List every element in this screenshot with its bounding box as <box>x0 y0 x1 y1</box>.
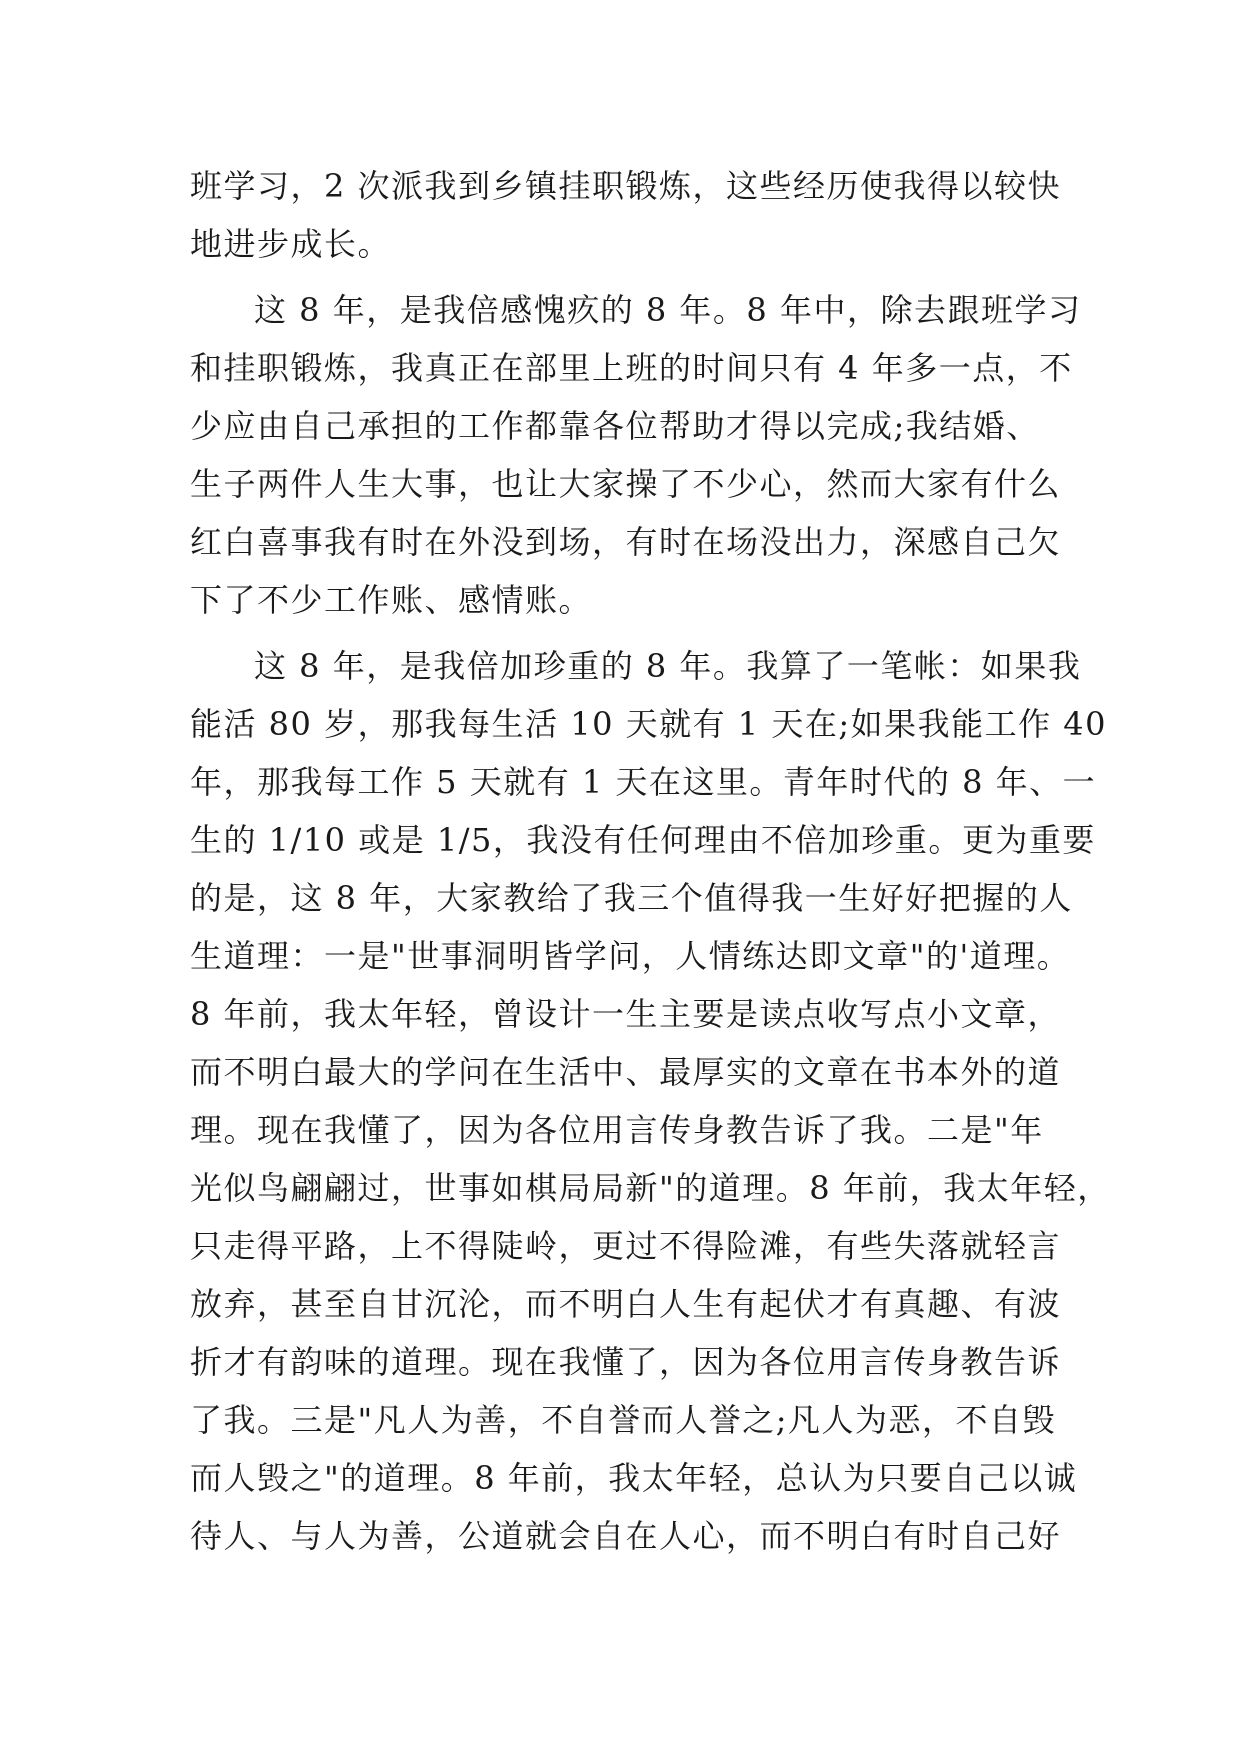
text-line: 只走得平路，上不得陡岭，更过不得险滩，有些失落就轻言 <box>190 1227 1062 1265</box>
text-line: 待人、与人为善，公道就会自在人心，而不明白有时自己好 <box>190 1517 1062 1555</box>
text-line: 下了不少工作账、感情账。 <box>190 581 593 619</box>
text-line: 而不明白最大的学问在生活中、最厚实的文章在书本外的道 <box>190 1053 1062 1091</box>
document-body <box>190 157 1111 1565</box>
text-line: 折才有韵味的道理。现在我懂了，因为各位用言传身教告诉 <box>190 1343 1062 1381</box>
text-line: 红白喜事我有时在外没到场，有时在场没出力，深感自己欠 <box>190 523 1062 561</box>
paragraph-start-line: 这 8 年，是我倍感愧疚的 8 年。8 年中，除去跟班学习 <box>254 291 1082 329</box>
text-line: 理。现在我懂了，因为各位用言传身教告诉了我。二是"年 <box>190 1111 1044 1149</box>
text-line: 8 年前，我太年轻，曾设计一生主要是读点收写点小文章， <box>190 995 1062 1033</box>
text-line: 地进步成长。 <box>190 225 392 263</box>
text-line: 少应由自己承担的工作都靠各位帮助才得以完成;我结婚、 <box>190 407 1040 445</box>
text-line: 生的 1/10 或是 1/5，我没有任何理由不倍加珍重。更为重要 <box>190 821 1096 859</box>
text-line: 光似鸟翩翩过，世事如棋局局新"的道理。8 年前，我太年轻， <box>190 1169 1111 1207</box>
text-line: 和挂职锻炼，我真正在部里上班的时间只有 4 年多一点，不 <box>190 349 1073 387</box>
text-line: 生子两件人生大事，也让大家操了不少心，然而大家有什么 <box>190 465 1062 503</box>
text-line: 而人毁之"的道理。8 年前，我太年轻，总认为只要自己以诚 <box>190 1459 1078 1497</box>
text-line: 能活 80 岁，那我每生活 10 天就有 1 天在;如果我能工作 40 <box>190 705 1108 743</box>
text-line: 年，那我每工作 5 天就有 1 天在这里。青年时代的 8 年、一 <box>190 763 1097 801</box>
text-line: 班学习，2 次派我到乡镇挂职锻炼，这些经历使我得以较快 <box>190 167 1062 205</box>
paragraph-start-line: 这 8 年，是我倍加珍重的 8 年。我算了一笔帐：如果我 <box>254 647 1082 685</box>
text-line: 的是，这 8 年，大家教给了我三个值得我一生好好把握的人 <box>190 879 1073 917</box>
text-line: 放弃，甚至自甘沉沦，而不明白人生有起伏才有真趣、有波 <box>190 1285 1062 1323</box>
text-line: 了我。三是"凡人为善，不自誉而人誉之;凡人为恶，不自毁 <box>190 1401 1057 1439</box>
text-line: 生道理：一是"世事洞明皆学问，人情练达即文章"的'道理。 <box>190 937 1071 975</box>
